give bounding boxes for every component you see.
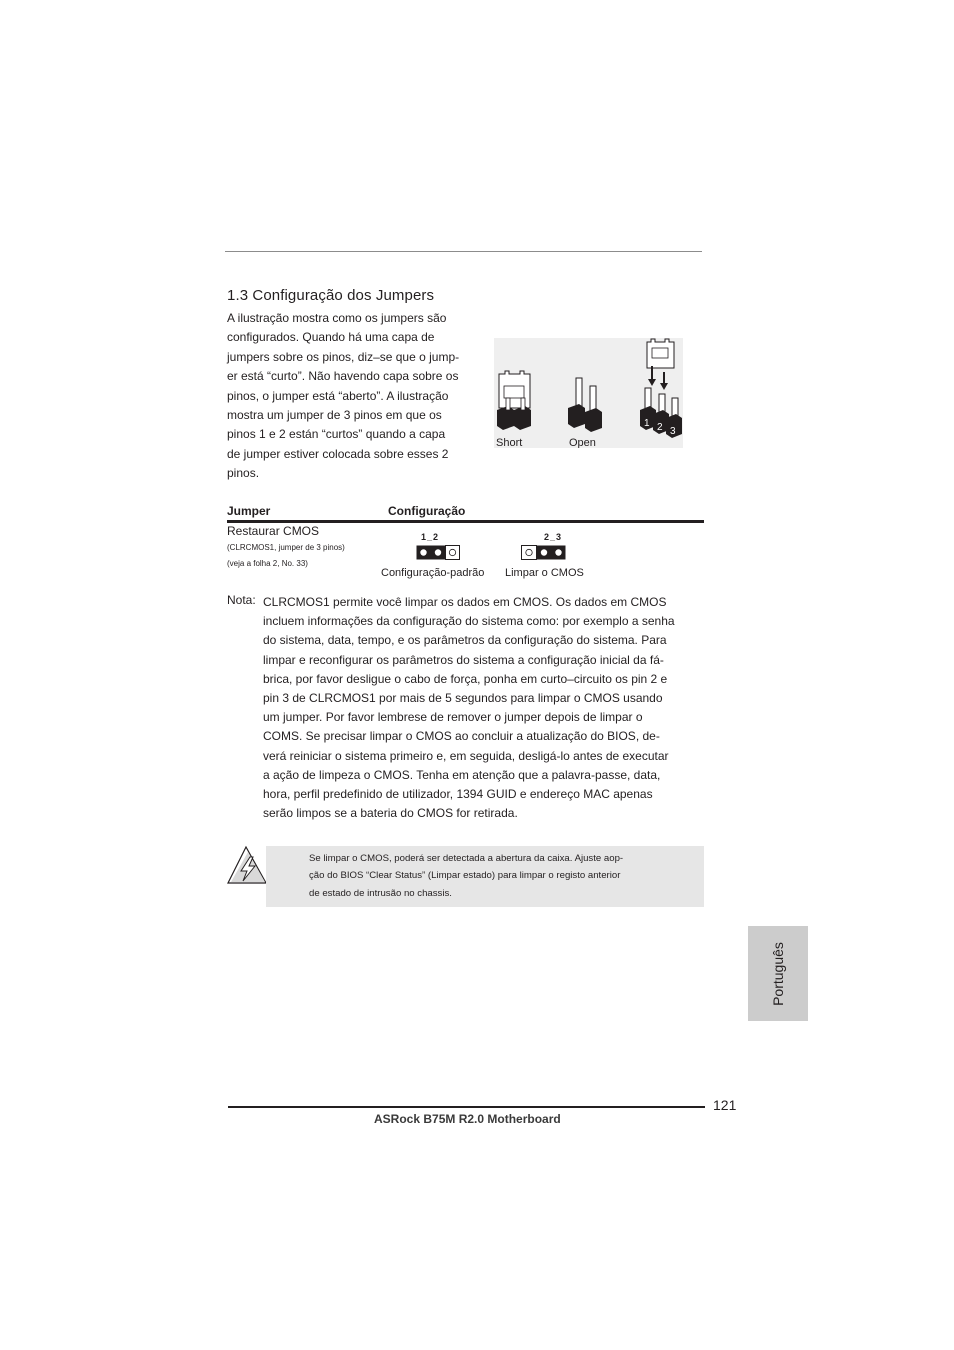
jumper-name: Restaurar CMOS	[227, 524, 320, 538]
warning-line: Se limpar o CMOS, poderá ser detectada a abertura da caixa. Ajuste aop-	[309, 853, 624, 864]
open-label: Open	[569, 437, 596, 448]
note-line: pin 3 de CLRCMOS1 por mais de 5 segundos para limpar o CMOS usando	[263, 691, 663, 706]
intro-line: de jumper estiver colocada sobre esses 2	[227, 446, 449, 461]
open-jumper	[568, 378, 602, 432]
pin-number: 2	[657, 422, 663, 433]
note-line: brica, por favor desligue o cabo de força, ponha em curto–circuito os pin 2 e	[263, 671, 668, 686]
jumper-detail: (CLRCMOS1, jumper de 3 pinos)	[227, 543, 345, 552]
note-line: incluem informações da configuração do sistema como: por exemplo a senha	[263, 614, 675, 629]
note-label: Nota:	[227, 593, 256, 607]
table-header-config: Configuração	[388, 504, 466, 518]
jumper-illustration	[494, 338, 683, 448]
warning-text	[309, 850, 679, 902]
warning-icon	[226, 845, 268, 890]
note-line: um jumper. Por favor lembrese de remover o jumper depois de limpar o	[263, 710, 643, 725]
warning-line: de estado de intrusão no chassis.	[309, 887, 452, 899]
intro-line: configurados. Quando há uma capa de	[227, 330, 435, 345]
top-rule	[225, 251, 702, 252]
pins-default-diagram	[416, 545, 461, 566]
note-body	[263, 593, 704, 823]
note-line: hora, perfil predefinido de utilizador, 1394 GUID e endereço MAC apenas	[263, 787, 653, 802]
three-pin-jumper	[640, 339, 682, 438]
intro-line: er está “curto”. Não havendo capa sobre os	[227, 369, 459, 384]
intro-line: pinos, o jumper está “aberto”. A ilustração	[227, 388, 449, 403]
section-title: 1.3 Configuração dos Jumpers	[227, 287, 435, 304]
pin-number: 3	[670, 426, 676, 437]
pins-clear-diagram	[521, 545, 567, 566]
bottom-rule	[228, 1106, 705, 1108]
jumper-diagram	[494, 338, 683, 448]
jumper-reference: (veja a folha 2, No. 33)	[227, 559, 308, 568]
caption-default-config: Configuração-padrão	[381, 567, 485, 579]
intro-line: A ilustração mostra como os jumpers são	[227, 311, 447, 325]
intro-line: pinos 1 e 2 están “curtos” quando a capa	[227, 427, 446, 442]
caption-clear-cmos: Limpar o CMOS	[505, 567, 584, 579]
note-line: do sistema, data, tempo, e os parâmetros da configuração do sistema. Para	[263, 633, 667, 648]
note-line: CLRCMOS1 permite você limpar os dados em CMOS. Os dados em CMOS	[263, 595, 667, 609]
language-tab	[748, 926, 808, 1021]
short-jumper	[497, 371, 531, 430]
note-line: serão limpos se a bateria do CMOS for retirada.	[263, 806, 518, 821]
intro-line: mostra um jumper de 3 pinos em que os	[227, 408, 442, 423]
intro-paragraph	[227, 309, 477, 484]
pin-label-2-3: 2_3	[544, 532, 563, 542]
note-line: COMS. Se precisar limpar o CMOS ao concluir a atualização do BIOS, de-	[263, 729, 660, 744]
note-line: a ação de limpeza o CMOS. Tenha em atenção que a palavra-passe, data,	[263, 767, 661, 782]
page-number: 121	[713, 1097, 737, 1113]
pin-number: 1	[644, 418, 650, 429]
table-rule	[227, 520, 704, 523]
intro-line: jumpers sobre os pinos, diz–se que o jump-	[227, 349, 460, 364]
note-line: verá reiniciar o sistema primeiro e, em seguida, desligá-lo antes de executar	[263, 748, 669, 763]
short-label: Short	[496, 437, 523, 448]
intro-line: pinos.	[227, 466, 260, 481]
footer-product: ASRock B75M R2.0 Motherboard	[374, 1112, 561, 1126]
table-header-jumper: Jumper	[227, 504, 271, 518]
warning-line: ção do BIOS “Clear Status” (Limpar estado) para limpar o registo anterior	[309, 870, 621, 882]
pin-label-1-2: 1_2	[421, 532, 440, 542]
language-label: Português	[770, 941, 787, 1006]
note-line: limpar e reconfigurar os parâmetros do sistema a configuração inicial da fá-	[263, 652, 664, 667]
